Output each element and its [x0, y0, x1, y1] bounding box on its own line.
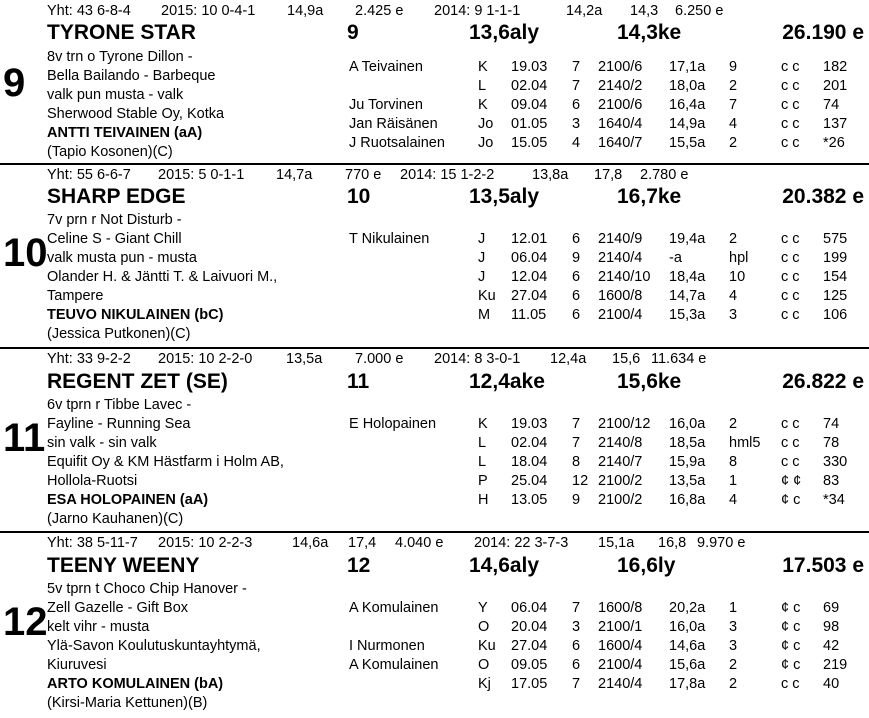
owner: Sherwood Stable Oy, Kotka — [47, 106, 225, 122]
start-distance: 2100/1 — [598, 619, 643, 635]
start-time: 16,0a — [669, 619, 706, 635]
colors: valk pun musta - valk — [47, 87, 184, 103]
stat-2015: 2015: 5 0-1-1 — [158, 167, 245, 183]
stat-2014-best: 17,8 — [594, 167, 623, 183]
start-driver: I Nurmonen — [349, 638, 425, 654]
start-place: 2 — [729, 78, 738, 94]
start-race: 6 — [572, 657, 581, 673]
start-distance: 1600/4 — [598, 638, 643, 654]
start-distance: 2100/6 — [598, 59, 643, 75]
start-track: K — [478, 97, 488, 113]
pedigree-dam: Fayline - Running Sea — [47, 416, 191, 432]
start-race: 12 — [572, 473, 589, 489]
start-time: 15,6a — [669, 657, 706, 673]
start-date: 06.04 — [511, 600, 548, 616]
driver: ESA HOLOPAINEN (aA) — [47, 492, 209, 508]
start-time: 20,2a — [669, 600, 706, 616]
owner-location: Hollola-Ruotsi — [47, 473, 138, 489]
start-race: 6 — [572, 97, 581, 113]
start-odds: 78 — [823, 435, 840, 451]
start-time: 14,6a — [669, 638, 706, 654]
start-distance: 2140/4 — [598, 676, 643, 692]
start-odds: 575 — [823, 231, 848, 247]
start-date: 06.04 — [511, 250, 548, 266]
start-date: 15.05 — [511, 135, 548, 151]
start-place: 4 — [729, 492, 738, 508]
start-date: 09.04 — [511, 97, 548, 113]
start-track: J — [478, 269, 486, 285]
start-date: 20.04 — [511, 619, 548, 635]
driver: ARTO KOMULAINEN (bA) — [47, 676, 224, 692]
start-time: 16,8a — [669, 492, 706, 508]
start-shoes: c c — [781, 78, 800, 94]
start-track: K — [478, 416, 488, 432]
start-shoes: c c — [781, 416, 800, 432]
start-distance: 2140/4 — [598, 250, 643, 266]
start-odds: 182 — [823, 59, 848, 75]
stat-2015-earnings: 2.425 e — [355, 3, 404, 19]
start-driver: T Nikulainen — [349, 231, 430, 247]
driver: TEUVO NIKULAINEN (bC) — [47, 307, 224, 323]
colors: kelt vihr - musta — [47, 619, 150, 635]
start-place: 2 — [729, 657, 738, 673]
stat-2015-record: 14,7a — [276, 167, 313, 183]
stat-2015-earnings: 7.000 e — [355, 351, 404, 367]
start-time: 19,4a — [669, 231, 706, 247]
horse-name: TEENY WEENY — [47, 554, 200, 577]
start-odds: 69 — [823, 600, 840, 616]
record-volt: 15,6ke — [617, 370, 682, 393]
start-place: 3 — [729, 307, 738, 323]
start-time: 14,7a — [669, 288, 706, 304]
stat-2014-record: 15,1a — [598, 535, 635, 551]
start-place: 4 — [729, 116, 738, 132]
colors: valk musta pun - musta — [47, 250, 197, 266]
total-earnings: 20.382 e — [782, 185, 864, 208]
start-race: 9 — [572, 250, 581, 266]
post-position: 11 — [347, 370, 370, 393]
start-shoes: c c — [781, 97, 800, 113]
stat-2014-record: 12,4a — [550, 351, 587, 367]
start-place: 3 — [729, 638, 738, 654]
owner: Equifit Oy & KM Hästfarm i Holm AB, — [47, 454, 284, 470]
horse-name: TYRONE STAR — [47, 21, 196, 44]
owner-location: Tampere — [47, 288, 104, 304]
post-position: 9 — [347, 21, 359, 44]
stat-2014: 2014: 8 3-0-1 — [434, 351, 521, 367]
start-place: 1 — [729, 473, 738, 489]
record-auto: 13,6aly — [469, 21, 540, 44]
record-volt: 16,6ly — [617, 554, 676, 577]
start-driver: Jan Räisänen — [349, 116, 438, 132]
start-shoes: c c — [781, 454, 800, 470]
start-track: Ku — [478, 638, 496, 654]
start-time: 17,1a — [669, 59, 706, 75]
post-position: 12 — [347, 554, 371, 577]
start-race: 6 — [572, 307, 581, 323]
start-date: 18.04 — [511, 454, 548, 470]
start-shoes: ¢ c — [781, 492, 801, 508]
pedigree-line: 8v trn o Tyrone Dillon - — [47, 49, 193, 65]
start-track: J — [478, 250, 486, 266]
start-race: 3 — [572, 116, 581, 132]
start-odds: 40 — [823, 676, 840, 692]
start-distance: 2100/12 — [598, 416, 651, 432]
start-place: 2 — [729, 135, 738, 151]
start-place: hpl — [729, 250, 749, 266]
stat-2015-record: 14,9a — [287, 3, 324, 19]
start-race: 7 — [572, 600, 581, 616]
stat-2014-earnings: 2.780 e — [640, 167, 689, 183]
program-number: 9 — [3, 61, 26, 105]
stat-2014: 2014: 15 1-2-2 — [400, 167, 495, 183]
trainer: (Tapio Kosonen)(C) — [47, 144, 173, 160]
start-shoes: c c — [781, 435, 800, 451]
start-time: 18,0a — [669, 78, 706, 94]
stat-2014-earnings: 11.634 e — [651, 351, 707, 367]
start-odds: 106 — [823, 307, 848, 323]
start-shoes: c c — [781, 676, 800, 692]
stat-2014-record: 14,2a — [566, 3, 603, 19]
start-place: 9 — [729, 59, 738, 75]
stat-2015-earnings: 770 e — [345, 167, 382, 183]
post-position: 10 — [347, 185, 371, 208]
start-date: 27.04 — [511, 288, 548, 304]
total-earnings: 17.503 e — [782, 554, 864, 577]
start-time: 16,4a — [669, 97, 706, 113]
start-date: 13.05 — [511, 492, 548, 508]
stat-2014-earnings: 6.250 e — [675, 3, 724, 19]
start-odds: *34 — [823, 492, 845, 508]
stat-2015-record: 14,6a — [292, 535, 329, 551]
start-distance: 2140/9 — [598, 231, 643, 247]
start-place: 1 — [729, 600, 738, 616]
stat-2015: 2015: 10 2-2-3 — [158, 535, 253, 551]
trainer: (Jessica Putkonen)(C) — [47, 326, 191, 342]
start-race: 6 — [572, 269, 581, 285]
start-distance: 2140/7 — [598, 454, 643, 470]
start-distance: 2100/4 — [598, 657, 643, 673]
owner: Ylä-Savon Koulutuskuntayhtymä, — [47, 638, 261, 654]
pedigree-line: 7v prn r Not Disturb - — [47, 212, 182, 228]
start-shoes: ¢ c — [781, 600, 801, 616]
start-date: 19.03 — [511, 59, 548, 75]
stat-2014-best: 16,8 — [658, 535, 687, 551]
start-time: 15,3a — [669, 307, 706, 323]
start-track: M — [478, 307, 491, 323]
start-date: 17.05 — [511, 676, 548, 692]
start-track: O — [478, 657, 490, 673]
start-odds: 42 — [823, 638, 840, 654]
start-driver: Ju Torvinen — [349, 97, 423, 113]
start-date: 12.04 — [511, 269, 548, 285]
start-date: 12.01 — [511, 231, 548, 247]
start-shoes: c c — [781, 231, 800, 247]
start-race: 7 — [572, 435, 581, 451]
start-time: 18,5a — [669, 435, 706, 451]
stat-total: Yht: 43 6-8-4 — [47, 3, 131, 19]
start-distance: 2100/2 — [598, 473, 643, 489]
start-track: Jo — [478, 116, 494, 132]
owner-location: Kiuruvesi — [47, 657, 107, 673]
horse-name: REGENT ZET (SE) — [47, 370, 228, 393]
start-race: 9 — [572, 492, 581, 508]
driver: ANTTI TEIVAINEN (aA) — [47, 125, 203, 141]
start-odds: 74 — [823, 97, 840, 113]
race-entry-12 — [0, 533, 869, 718]
start-race: 6 — [572, 638, 581, 654]
start-distance: 1640/7 — [598, 135, 643, 151]
start-time: 14,9a — [669, 116, 706, 132]
start-shoes: c c — [781, 59, 800, 75]
pedigree-dam: Bella Bailando - Barbeque — [47, 68, 216, 84]
start-time: 13,5a — [669, 473, 706, 489]
stat-2015-earnings: 4.040 e — [395, 535, 444, 551]
start-odds: 125 — [823, 288, 848, 304]
start-race: 6 — [572, 288, 581, 304]
program-number: 10 — [3, 231, 48, 275]
start-driver: E Holopainen — [349, 416, 437, 432]
stat-2014-best: 14,3 — [630, 3, 659, 19]
owner: Olander H. & Jäntti T. & Laivuori M., — [47, 269, 278, 285]
trainer: (Jarno Kauhanen)(C) — [47, 511, 184, 527]
start-shoes: ¢ c — [781, 638, 801, 654]
start-race: 4 — [572, 135, 581, 151]
start-odds: 199 — [823, 250, 848, 266]
stat-2014-record: 13,8a — [532, 167, 569, 183]
stat-total: Yht: 38 5-11-7 — [47, 535, 138, 551]
start-track: Jo — [478, 135, 494, 151]
start-shoes: c c — [781, 307, 800, 323]
start-time: 16,0a — [669, 416, 706, 432]
start-track: Ku — [478, 288, 496, 304]
start-distance: 2100/2 — [598, 492, 643, 508]
start-race: 6 — [572, 231, 581, 247]
start-distance: 1600/8 — [598, 288, 643, 304]
pedigree-line: 5v tprn t Choco Chip Hanover - — [47, 581, 247, 597]
start-odds: 74 — [823, 416, 840, 432]
start-time: 15,9a — [669, 454, 706, 470]
race-entry-11 — [0, 349, 869, 529]
total-earnings: 26.190 e — [782, 21, 864, 44]
start-track: J — [478, 231, 486, 247]
total-earnings: 26.822 e — [782, 370, 864, 393]
trainer: (Kirsi-Maria Kettunen)(B) — [47, 695, 208, 711]
start-track: Kj — [478, 676, 491, 692]
stat-2015-best: 17,4 — [348, 535, 377, 551]
start-place: hml5 — [729, 435, 761, 451]
start-date: 27.04 — [511, 638, 548, 654]
start-track: K — [478, 59, 488, 75]
start-shoes: c c — [781, 250, 800, 266]
record-volt: 16,7ke — [617, 185, 682, 208]
start-track: Y — [478, 600, 488, 616]
start-shoes: c c — [781, 288, 800, 304]
start-odds: 83 — [823, 473, 840, 489]
start-driver: A Teivainen — [349, 59, 423, 75]
record-auto: 14,6aly — [469, 554, 540, 577]
start-date: 09.05 — [511, 657, 548, 673]
start-race: 7 — [572, 78, 581, 94]
stat-2015: 2015: 10 2-2-0 — [158, 351, 253, 367]
start-date: 25.04 — [511, 473, 548, 489]
start-place: 4 — [729, 288, 738, 304]
start-track: L — [478, 454, 487, 470]
start-date: 02.04 — [511, 78, 548, 94]
start-shoes: c c — [781, 135, 800, 151]
start-odds: 330 — [823, 454, 848, 470]
start-driver: A Komulainen — [349, 600, 439, 616]
start-shoes: c c — [781, 116, 800, 132]
race-entry-10 — [0, 165, 869, 345]
start-distance: 2140/10 — [598, 269, 651, 285]
start-race: 3 — [572, 619, 581, 635]
start-date: 02.04 — [511, 435, 548, 451]
start-shoes: ¢ c — [781, 619, 801, 635]
start-place: 10 — [729, 269, 746, 285]
start-time: -a — [669, 250, 682, 266]
start-track: O — [478, 619, 490, 635]
program-number: 11 — [3, 416, 46, 460]
start-place: 2 — [729, 676, 738, 692]
record-auto: 13,5aly — [469, 185, 540, 208]
start-odds: 201 — [823, 78, 848, 94]
start-race: 7 — [572, 416, 581, 432]
start-distance: 2100/6 — [598, 97, 643, 113]
stat-2014-best: 15,6 — [612, 351, 641, 367]
race-entry-9 — [0, 0, 869, 162]
start-odds: 137 — [823, 116, 848, 132]
start-distance: 1600/8 — [598, 600, 643, 616]
pedigree-line: 6v tprn r Tibbe Lavec - — [47, 397, 192, 413]
start-place: 3 — [729, 619, 738, 635]
horse-name: SHARP EDGE — [47, 185, 186, 208]
start-driver: J Ruotsalainen — [349, 135, 445, 151]
record-auto: 12,4ake — [469, 370, 545, 393]
pedigree-dam: Celine S - Giant Chill — [47, 231, 182, 247]
start-shoes: c c — [781, 269, 800, 285]
start-odds: *26 — [823, 135, 845, 151]
start-date: 11.05 — [511, 307, 547, 323]
start-date: 19.03 — [511, 416, 548, 432]
start-race: 8 — [572, 454, 581, 470]
start-shoes: ¢ ¢ — [781, 473, 802, 489]
start-place: 2 — [729, 231, 738, 247]
colors: sin valk - sin valk — [47, 435, 157, 451]
start-time: 17,8a — [669, 676, 706, 692]
start-track: L — [478, 78, 487, 94]
start-race: 7 — [572, 676, 581, 692]
start-distance: 2140/8 — [598, 435, 643, 451]
record-volt: 14,3ke — [617, 21, 682, 44]
stat-2014-earnings: 9.970 e — [697, 535, 746, 551]
start-odds: 219 — [823, 657, 848, 673]
stat-2014: 2014: 9 1-1-1 — [434, 3, 521, 19]
stat-total: Yht: 55 6-6-7 — [47, 167, 131, 183]
start-driver: A Komulainen — [349, 657, 439, 673]
start-time: 18,4a — [669, 269, 706, 285]
stat-2015: 2015: 10 0-4-1 — [161, 3, 256, 19]
stat-2014: 2014: 22 3-7-3 — [474, 535, 569, 551]
start-track: L — [478, 435, 487, 451]
start-odds: 98 — [823, 619, 840, 635]
start-odds: 154 — [823, 269, 848, 285]
start-track: H — [478, 492, 489, 508]
stat-2015-record: 13,5a — [286, 351, 323, 367]
start-place: 2 — [729, 416, 738, 432]
start-race: 7 — [572, 59, 581, 75]
pedigree-dam: Zell Gazelle - Gift Box — [47, 600, 189, 616]
start-place: 7 — [729, 97, 738, 113]
program-number: 12 — [3, 600, 48, 644]
start-distance: 1640/4 — [598, 116, 643, 132]
start-time: 15,5a — [669, 135, 706, 151]
start-place: 8 — [729, 454, 738, 470]
start-shoes: ¢ c — [781, 657, 801, 673]
start-date: 01.05 — [511, 116, 548, 132]
start-distance: 2140/2 — [598, 78, 643, 94]
start-track: P — [478, 473, 488, 489]
start-distance: 2100/4 — [598, 307, 643, 323]
stat-total: Yht: 33 9-2-2 — [47, 351, 131, 367]
